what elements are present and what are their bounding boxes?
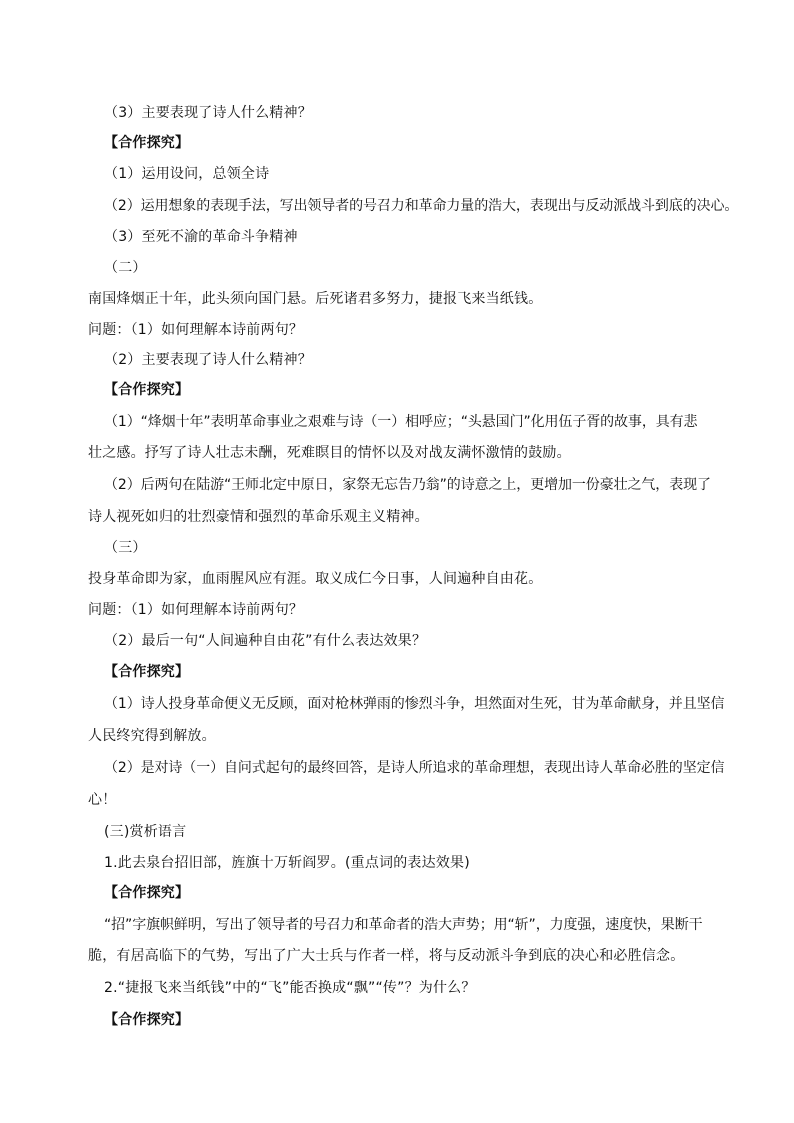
- section-heading: 【合作探究】: [104, 1012, 190, 1028]
- answer-line: 心！: [88, 792, 117, 808]
- answer-line: （1）诗人投身革命便义无反顾，面对枪林弹雨的惨烈斗争，坦然面对生死，甘为革命献身，并且坚信: [104, 696, 725, 712]
- answer-line: （2）运用想象的表现手法，写出领导者的号召力和革命力量的浩大，表现出与反动派战斗到底的决心。: [104, 198, 739, 214]
- answer-line: 脆，有居高临下的气势，写出了广大士兵与作者一样，将与反动派斗争到底的决心和必胜信念。: [88, 948, 685, 964]
- section-heading: 【合作探究】: [104, 664, 190, 680]
- answer-line: （3）至死不渝的革命斗争精神: [104, 229, 298, 245]
- question-line: （2）最后一句“人间遍种自由花”有什么表达效果？: [104, 633, 427, 649]
- question-line: 问题：（1）如何理解本诗前两句？: [88, 602, 304, 618]
- subsection-heading: （三）: [104, 540, 147, 556]
- subsection-heading: (三)赏析语言: [104, 824, 187, 840]
- answer-line: （2）后两句在陆游“王师北定中原日，家祭无忘告乃翁”的诗意之上，更增加一份豪壮之气，表现了: [104, 477, 711, 493]
- subsection-heading: （二）: [104, 260, 147, 276]
- answer-line: “招”字旗帜鲜明，写出了领导者的号召力和革命者的浩大声势；用“斩”，力度强，速度快，果断干: [104, 917, 703, 933]
- poem-text: 投身革命即为家，血雨腥风应有涯。取义成仁今日事，人间遍种自由花。: [88, 571, 543, 587]
- answer-line: 诗人视死如归的壮烈豪情和强烈的革命乐观主义精神。: [88, 509, 429, 525]
- answer-line: 壮之感。抒写了诗人壮志未酬，死难瞑目的情怀以及对战友满怀激情的鼓励。: [88, 445, 571, 461]
- section-heading: 【合作探究】: [104, 885, 190, 901]
- question-line: 2.“捷报飞来当纸钱”中的“飞”能否换成“飘”“传”？为什么？: [104, 980, 476, 996]
- answer-line: （1）“烽烟十年”表明革命事业之艰难与诗（一）相呼应；“头悬国门”化用伍子胥的故事，具有悲: [104, 414, 698, 430]
- poem-text: 南国烽烟正十年，此头须向国门悬。后死诸君多努力，捷报飞来当纸钱。: [88, 291, 543, 307]
- question-line: （3）主要表现了诗人什么精神？: [104, 105, 312, 121]
- answer-line: （2）是对诗（一）自问式起句的最终回答，是诗人所追求的革命理想，表现出诗人革命必胜的坚定信: [104, 760, 725, 776]
- section-heading: 【合作探究】: [104, 135, 190, 151]
- section-heading: 【合作探究】: [104, 382, 190, 398]
- answer-line: 人民终究得到解放。: [88, 728, 216, 744]
- question-line: 1.此去泉台招旧部，旌旗十万斩阎罗。(重点词的表达效果): [104, 855, 470, 871]
- question-line: （2）主要表现了诗人什么精神？: [104, 352, 312, 368]
- answer-line: （1）运用设问，总领全诗: [104, 166, 270, 182]
- question-line: 问题：（1）如何理解本诗前两句？: [88, 322, 304, 338]
